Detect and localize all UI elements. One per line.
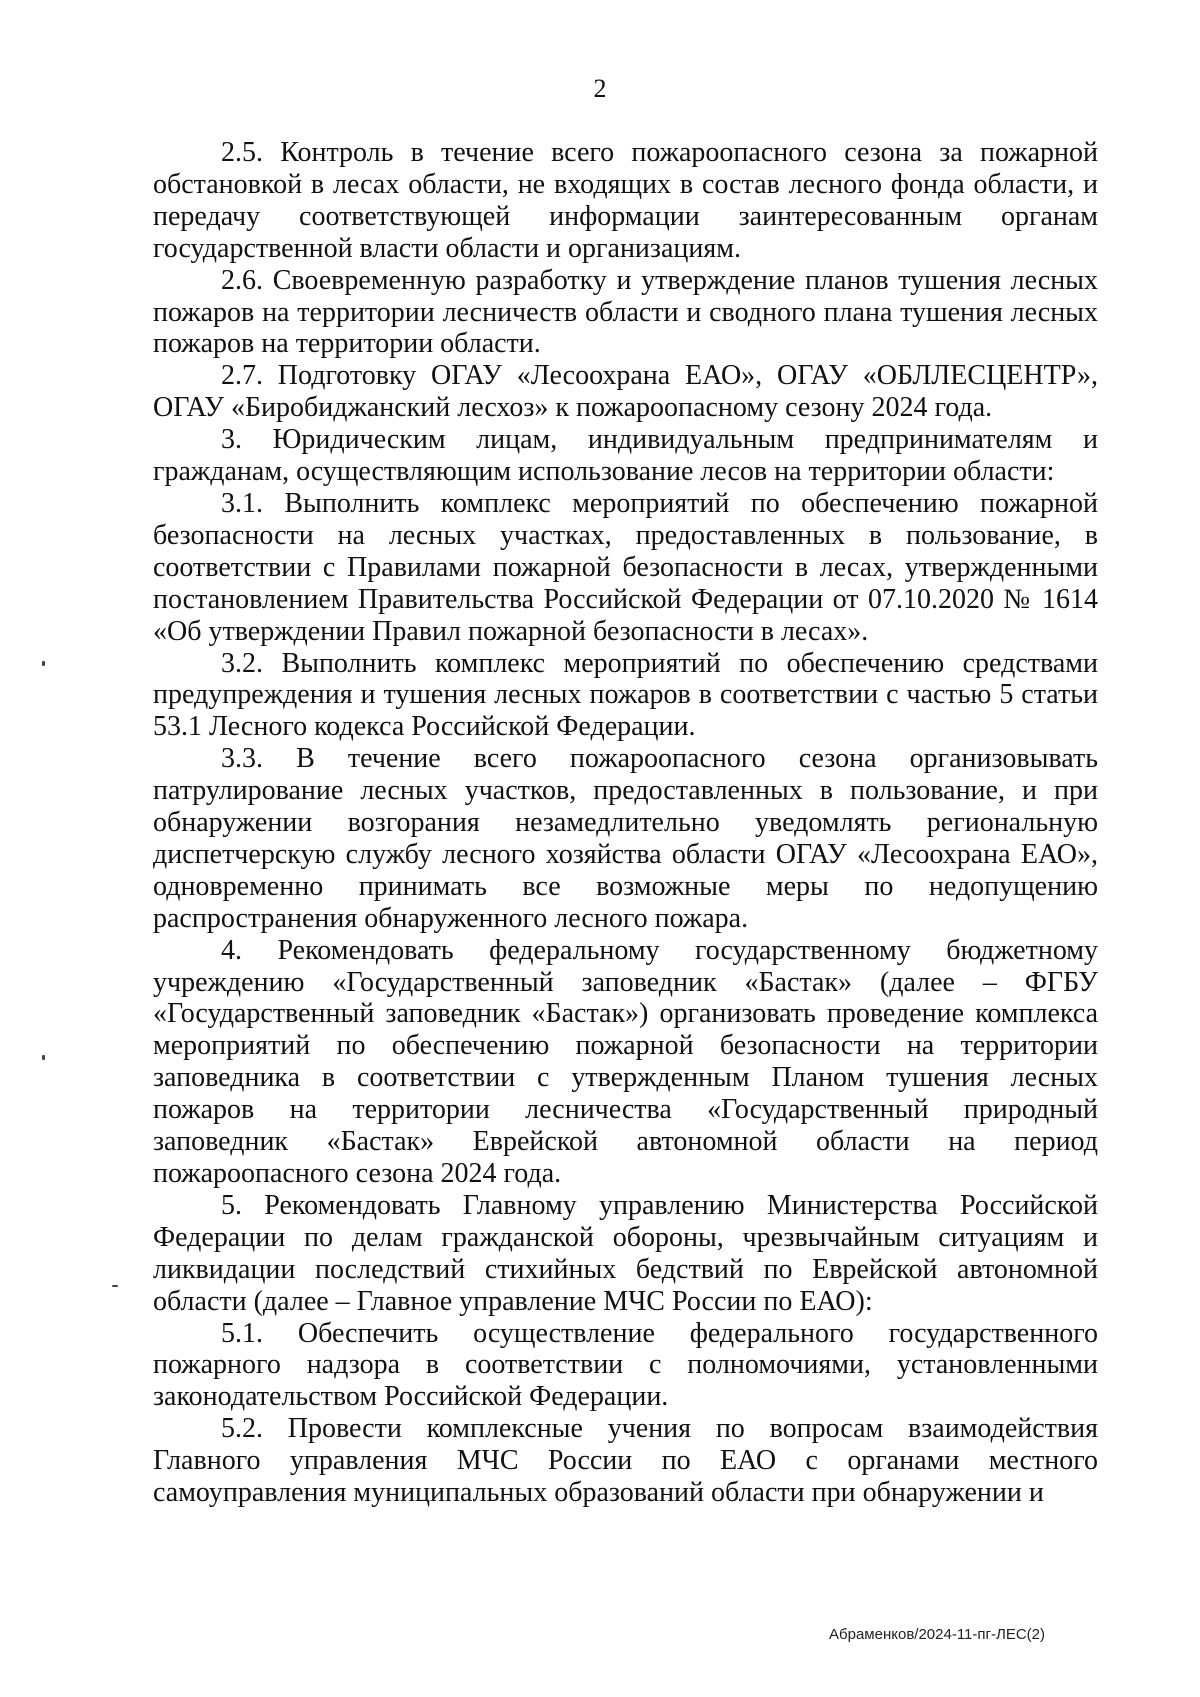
paragraph-4: 4. Рекомендовать федеральному государственному бюджетному учреждению «Государственный заповедник «Бастак» (далее – ФГБУ «Государственный заповедник «Бастак») организовать проведение комплекса мероприятий по обеспечению пожарной безопасности на территории заповедника в соответствии с утвержденным Планом тушения лесных пожаров на территории лесничества «Государственный природный заповедник «Бастак» Еврейской автономной области на период пожароопасного сезона 2024 года. [153,934,1098,1189]
paragraph-2-6: 2.6. Своевременную разработку и утверждение планов тушения лесных пожаров на территории лесничеств области и сводного плана тушения лесных пожаров на территории области. [153,264,1098,360]
paragraph-5-2: 5.2. Провести комплексные учения по вопросам взаимодействия Главного управления МЧС России по ЕАО с органами местного самоуправления муниципальных образований области при обнаружении и [153,1413,1098,1509]
document-reference: Абраменков/2024-11-пг-ЛЕС(2) [829,1626,1045,1643]
paragraph-3-1: 3.1. Выполнить комплекс мероприятий по обеспечению пожарной безопасности на лесных участках, предоставленных в пользование, в соответствии с Правилами пожарной безопасности в лесах, утвержденными постановлением Правительства Российской Федерации от 07.10.2020 № 1614 «Об утверждении Правил пожарной безопасности в лесах». [153,487,1098,647]
paragraph-2-7: 2.7. Подготовку ОГАУ «Лесоохрана ЕАО», ОГАУ «ОБЛЛЕСЦЕНТР», ОГАУ «Биробиджанский лесхоз» к пожароопасному сезону 2024 года. [153,360,1098,424]
scan-speck [112,1285,118,1287]
scan-speck [42,1055,45,1060]
paragraph-5-1: 5.1. Обеспечить осуществление федерального государственного пожарного надзора в соответствии с полномочиями, установленными законодательством Российской Федерации. [153,1317,1098,1413]
paragraph-2-5: 2.5. Контроль в течение всего пожароопасного сезона за пожарной обстановкой в лесах области, не входящих в состав лесного фонда области, и передачу соответствующей информации заинтересованным органам государственной власти области и организациям. [153,137,1098,264]
paragraph-3-3: 3.3. В течение всего пожароопасного сезона организовывать патрулирование лесных участков, предоставленных в пользование, и при обнаружении возгорания незамедлительно уведомлять региональную диспетчерскую службу лесного хозяйства области ОГАУ «Лесоохрана ЕАО», одновременно принимать все возможные меры по недопущению распространения обнаруженного лесного пожара. [153,743,1098,934]
paragraph-3: 3. Юридическим лицам, индивидуальным предпринимателям и гражданам, осуществляющим использование лесов на территории области: [153,424,1098,488]
scan-speck [42,661,45,666]
page-number: 2 [593,74,607,103]
paragraph-5: 5. Рекомендовать Главному управлению Министерства Российской Федерации по делам гражданской обороны, чрезвычайным ситуациям и ликвидации последствий стихийных бедствий по Еврейской автономной области (далее – Главное управление МЧС России по ЕАО): [153,1189,1098,1317]
paragraph-3-2: 3.2. Выполнить комплекс мероприятий по обеспечению средствами предупреждения и тушения лесных пожаров в соответствии с частью 5 статьи 53.1 Лесного кодекса Российской Федерации. [153,647,1098,743]
document-body [153,137,1098,1509]
